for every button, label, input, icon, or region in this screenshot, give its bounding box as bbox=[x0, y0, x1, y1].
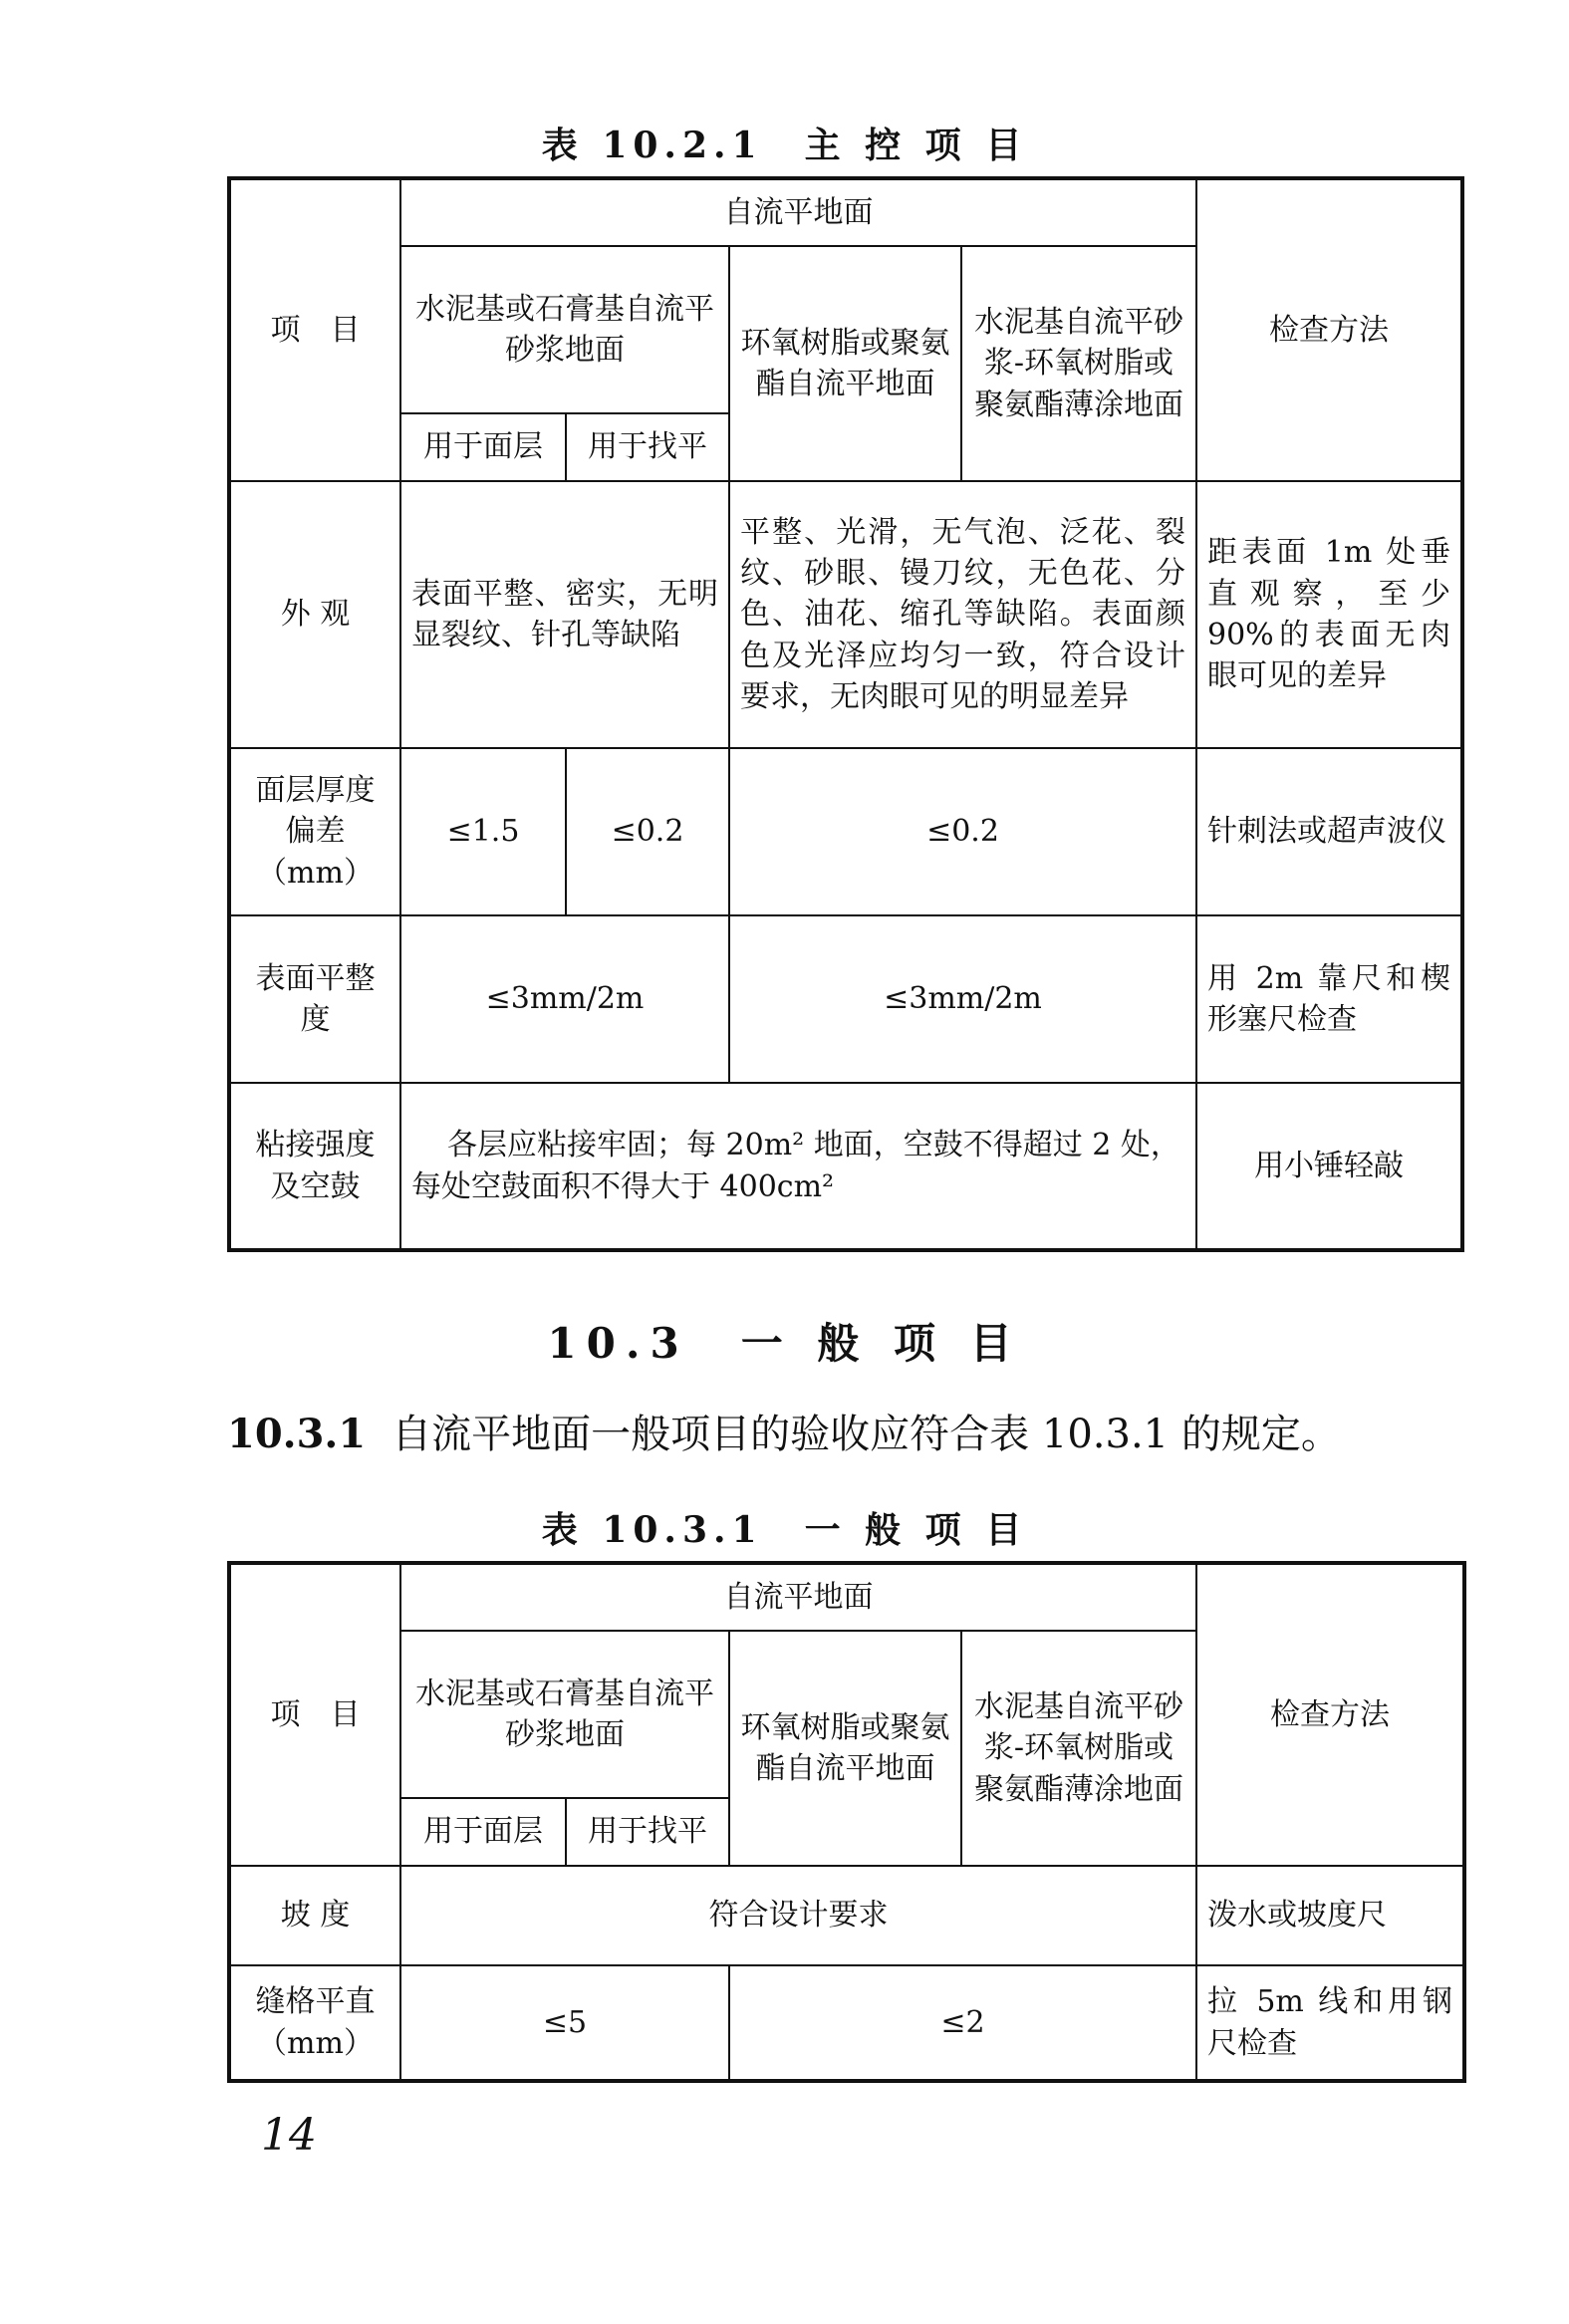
row-label-flatness: 表面平整度 bbox=[229, 915, 400, 1083]
cell-slope-requirement: 符合设计要求 bbox=[400, 1866, 1196, 1965]
cell-thickness-resin: ≤0.2 bbox=[729, 748, 1196, 915]
cell-flatness-resin: ≤3mm/2m bbox=[729, 915, 1196, 1083]
clause-text: 自流平地面一般项目的验收应符合表 10.3.1 的规定。 bbox=[392, 1412, 1341, 1457]
col-header-surface: 用于面层 bbox=[400, 413, 566, 481]
row-label-bond: 粘接强度及空鼓 bbox=[229, 1083, 400, 1250]
section-heading: 10.3 一 般 项 目 bbox=[547, 1319, 1022, 1368]
clause-number: 10.3.1 bbox=[227, 1411, 367, 1457]
table-row-joint bbox=[229, 1965, 1464, 2081]
col-header-leveling: 用于找平 bbox=[566, 1798, 729, 1866]
row-label-joint: 缝格平直（mm） bbox=[229, 1965, 400, 2081]
cell-appearance-resin: 平整、光滑，无气泡、泛花、裂纹、砂眼、镘刀纹，无色花、分色、油花、缩孔等缺陷。表面颜色及光泽应均匀一致，符合设计要求，无肉眼可见的明显差异 bbox=[729, 481, 1196, 748]
row-label-thickness: 面层厚度偏差（mm） bbox=[229, 748, 400, 915]
table-10-3-1-caption: 表 10.3.1 一 般 项 目 bbox=[541, 1509, 1028, 1551]
cell-joint-cement: ≤5 bbox=[400, 1965, 729, 2081]
cell-joint-resin: ≤2 bbox=[729, 1965, 1196, 2081]
table-10-2-1-caption: 表 10.2.1 主 控 项 目 bbox=[541, 125, 1028, 166]
cell-joint-method: 拉 5m 线和用钢尺检查 bbox=[1196, 1965, 1464, 2081]
col-header-cement-epoxy: 水泥基自流平砂浆-环氧树脂或聚氨酯薄涂地面 bbox=[961, 1631, 1196, 1866]
col-header-cement-gypsum: 水泥基或石膏基自流平砂浆地面 bbox=[400, 1631, 729, 1798]
col-header-group: 自流平地面 bbox=[400, 1563, 1196, 1631]
table-row-bond bbox=[229, 1083, 1462, 1250]
cell-thickness-method: 针刺法或超声波仪 bbox=[1196, 748, 1462, 915]
col-header-item: 项 目 bbox=[229, 1563, 400, 1866]
clause-10-3-1 bbox=[227, 1403, 1341, 1459]
col-header-epoxy: 环氧树脂或聚氨酯自流平地面 bbox=[729, 1631, 961, 1866]
col-header-cement-gypsum: 水泥基或石膏基自流平砂浆地面 bbox=[400, 246, 729, 413]
cell-thickness-leveling: ≤0.2 bbox=[566, 748, 729, 915]
cell-bond-method: 用小锤轻敲 bbox=[1196, 1083, 1462, 1250]
table-10-2-1 bbox=[227, 176, 1464, 1252]
table-10-3-1 bbox=[227, 1561, 1466, 2083]
cell-flatness-cement: ≤3mm/2m bbox=[400, 915, 729, 1083]
col-header-surface: 用于面层 bbox=[400, 1798, 566, 1866]
cell-appearance-method: 距表面 1m 处垂直观察，至少 90%的表面无肉眼可见的差异 bbox=[1196, 481, 1462, 748]
col-header-group: 自流平地面 bbox=[400, 178, 1196, 246]
cell-thickness-surface: ≤1.5 bbox=[400, 748, 566, 915]
col-header-method: 检查方法 bbox=[1196, 1563, 1464, 1866]
col-header-method: 检查方法 bbox=[1196, 178, 1462, 481]
cell-slope-method: 泼水或坡度尺 bbox=[1196, 1866, 1464, 1965]
row-label-appearance: 外 观 bbox=[229, 481, 400, 748]
table-row-appearance bbox=[229, 481, 1462, 748]
col-header-leveling: 用于找平 bbox=[566, 413, 729, 481]
row-label-slope: 坡 度 bbox=[229, 1866, 400, 1965]
col-header-cement-epoxy: 水泥基自流平砂浆-环氧树脂或聚氨酯薄涂地面 bbox=[961, 246, 1196, 481]
table-row-thickness bbox=[229, 748, 1462, 915]
cell-flatness-method: 用 2m 靠尺和楔形塞尺检查 bbox=[1196, 915, 1462, 1083]
col-header-item: 项 目 bbox=[229, 178, 400, 481]
table-row-flatness bbox=[229, 915, 1462, 1083]
cell-appearance-cement: 表面平整、密实，无明显裂纹、针孔等缺陷 bbox=[400, 481, 729, 748]
page-number: 14 bbox=[261, 2110, 317, 2161]
table-row-slope bbox=[229, 1866, 1464, 1965]
col-header-epoxy: 环氧树脂或聚氨酯自流平地面 bbox=[729, 246, 961, 481]
cell-bond-requirement: 各层应粘接牢固；每 20m² 地面，空鼓不得超过 2 处，每处空鼓面积不得大于 400cm² bbox=[400, 1083, 1196, 1250]
